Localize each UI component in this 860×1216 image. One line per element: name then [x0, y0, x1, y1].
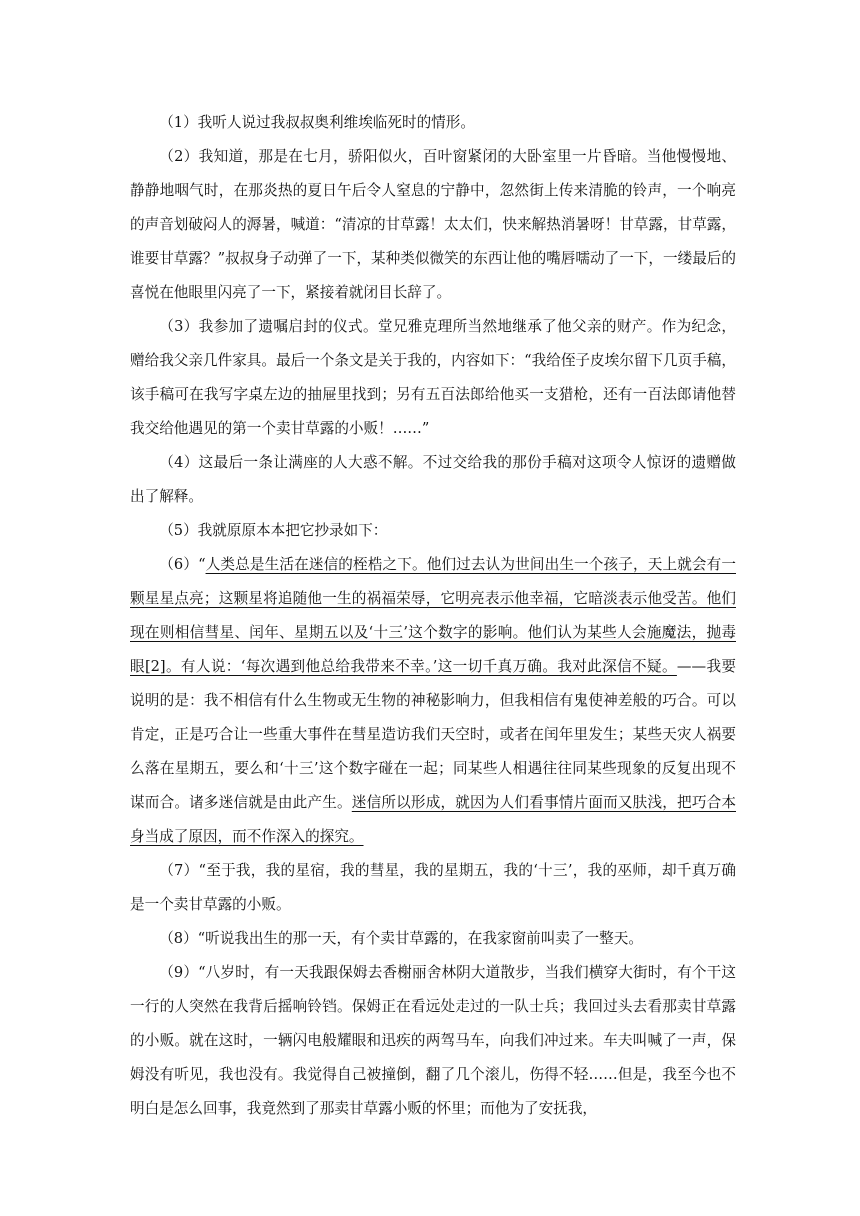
- underlined-passage-superstition: 人类总是生活在迷信的桎梏之下。他们过去认为世间出生一个孩子，天上就会有一颗星星点亮；这颗星将追随他一生的祸福荣辱，它明亮表示他幸福，它暗淡表示他受苦。他们现在则相信彗星、闰年、星期五以及‘十三’这个数字的影响。他们认为某些人会施魔法，抛毒眼[2]。有人说：‘每次遇到他总给我带来不幸。’这一切千真万确。我对此深信不疑。: [130, 556, 736, 675]
- paragraph-9: [130, 956, 736, 1126]
- paragraph-1: [130, 106, 736, 140]
- underlined-passage-cause: 迷信所以形成，就因为人们看事情片面而又肤浅，把巧合本身当成了原因，而不作深入的探究。: [130, 794, 736, 845]
- paragraph-3-text: （3）我参加了遗嘱启封的仪式。堂兄雅克理所当然地继承了他父亲的财产。作为纪念，赠给我父亲几件家具。最后一个条文是关于我的，内容如下：“我给侄子皮埃尔留下几页手稿，该手稿可在我写字桌左边的抽屉里找到；另有五百法郎给他买一支猎枪，还有一百法郎请他替我交给他遇见的第一个卖甘草露的小贩！……”: [130, 318, 736, 437]
- paragraph-4: [130, 446, 736, 514]
- paragraph-5: [130, 514, 736, 548]
- paragraph-4-text: （4）这最后一条让满座的人大惑不解。不过交给我的那份手稿对这项令人惊讶的遗赠做出了解释。: [130, 454, 736, 505]
- paragraph-7: [130, 854, 736, 922]
- paragraph-5-text: （5）我就原原本本把它抄录如下：: [159, 522, 388, 539]
- paragraph-7-text: （7）“至于我，我的星宿，我的彗星，我的星期五，我的‘十三’，我的巫师，却千真万确是一个卖甘草露的小贩。: [130, 862, 736, 913]
- paragraph-8-text: （8）“听说我出生的那一天，有个卖甘草露的，在我家窗前叫卖了一整天。: [159, 930, 643, 947]
- document-page: [130, 106, 736, 1126]
- paragraph-2: [130, 140, 736, 310]
- paragraph-6: [130, 548, 736, 854]
- paragraph-3: [130, 310, 736, 446]
- paragraph-8: [130, 922, 736, 956]
- paragraph-6-prefix: （6）“: [159, 556, 206, 573]
- paragraph-9-text: （9）“八岁时，有一天我跟保姆去香榭丽舍林阴大道散步，当我们横穿大街时，有个干这一行的人突然在我背后摇响铃铛。保姆正在看远处走过的一队士兵；我回过头去看那卖甘草露的小贩。就在这时，一辆闪电般耀眼和迅疾的两驾马车，向我们冲过来。车夫叫喊了一声，保姆没有听见，我也没有。我觉得自己被撞倒，翻了几个滚儿，伤得不轻……但是，我至今也不明白是怎么回事，我竟然到了那卖甘草露小贩的怀里；而他为了安抚我，: [130, 964, 736, 1117]
- paragraph-6-middle-text: ——我要说明的是：我不相信有什么生物或无生物的神秘影响力，但我相信有鬼使神差般的巧合。可以肯定，正是巧合让一些重大事件在彗星造访我们天空时，或者在闰年里发生；某些天灾人祸要么落在星期五，要么和‘十三’这个数字碰在一起；同某些人相遇往往同某些现象的反复出现不谋而合。诸多迷信就是由此产生。: [130, 658, 736, 811]
- paragraph-2-text: （2）我知道，那是在七月，骄阳似火，百叶窗紧闭的大卧室里一片昏暗。当他慢慢地、静静地咽气时，在那炎热的夏日午后令人窒息的宁静中，忽然街上传来清脆的铃声，一个响亮的声音划破闷人的溽暑，喊道：“清凉的甘草露！太太们，快来解热消暑呀！甘草露，甘草露，谁要甘草露？”叔叔身子动弹了一下，某种类似微笑的东西让他的嘴唇嚅动了一下，一缕最后的喜悦在他眼里闪亮了一下，紧接着就闭目长辞了。: [130, 148, 736, 301]
- paragraph-1-text: （1）我听人说过我叔叔奥利维埃临死时的情形。: [159, 114, 475, 131]
